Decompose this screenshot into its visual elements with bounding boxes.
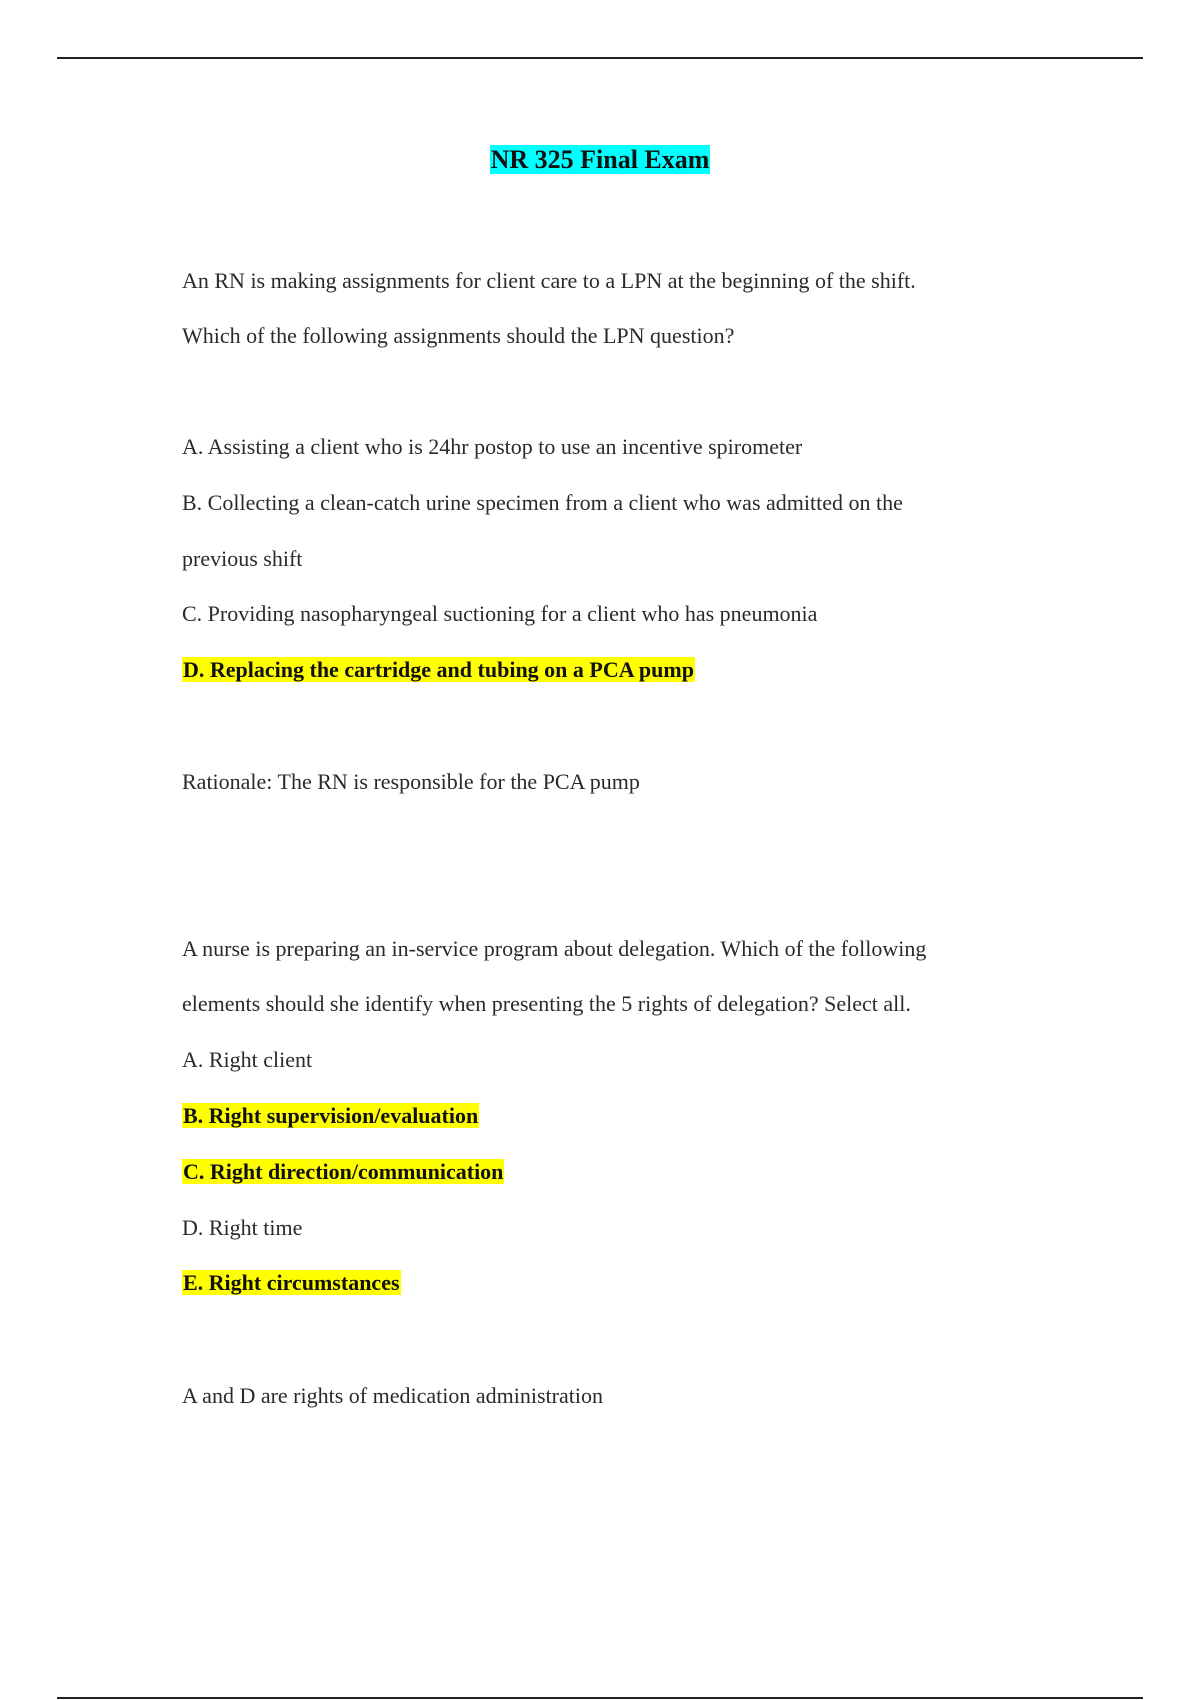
question-1-option-c: C. Providing nasopharyngeal suctioning for a client who has pneumonia — [182, 601, 818, 626]
question-1-stem-line-2: Which of the following assignments should the LPN question? — [182, 323, 735, 348]
document-title — [0, 144, 1200, 176]
question-1-option-b: B. Collecting a clean-catch urine specimen from a client who was admitted on the — [182, 490, 903, 515]
question-2-option-d: D. Right time — [182, 1215, 303, 1240]
title-highlight: NR 325 Final Exam — [490, 145, 710, 174]
question-1-rationale: Rationale: The RN is responsible for the PCA pump — [182, 769, 640, 794]
question-2-option-a: A. Right client — [182, 1047, 313, 1072]
question-1-option-d-correct — [182, 655, 695, 685]
question-2-option-c-correct — [182, 1157, 504, 1187]
correct-answer-highlight: E. Right circumstances — [183, 1270, 400, 1295]
correct-answer-highlight: B. Right supervision/evaluation — [183, 1103, 479, 1128]
footer-rule — [57, 1697, 1143, 1699]
header-rule — [57, 57, 1143, 59]
question-2-option-e-correct — [182, 1268, 401, 1298]
question-2-rationale: A and D are rights of medication administration — [182, 1383, 603, 1408]
question-2-option-b-correct — [182, 1101, 479, 1131]
correct-answer-highlight: D. Replacing the cartridge and tubing on a PCA pump — [183, 657, 694, 682]
question-1-stem-line-1: An RN is making assignments for client care to a LPN at the beginning of the shift. — [182, 268, 916, 293]
question-1-option-a: A. Assisting a client who is 24hr postop to use an incentive spirometer — [182, 434, 803, 459]
question-2-stem-line-1: A nurse is preparing an in-service program about delegation. Which of the following — [182, 936, 927, 961]
correct-answer-highlight: C. Right direction/communication — [183, 1159, 504, 1184]
question-2-stem-line-2: elements should she identify when presenting the 5 rights of delegation? Select all. — [182, 991, 911, 1016]
question-1-option-b-cont: previous shift — [182, 546, 303, 571]
